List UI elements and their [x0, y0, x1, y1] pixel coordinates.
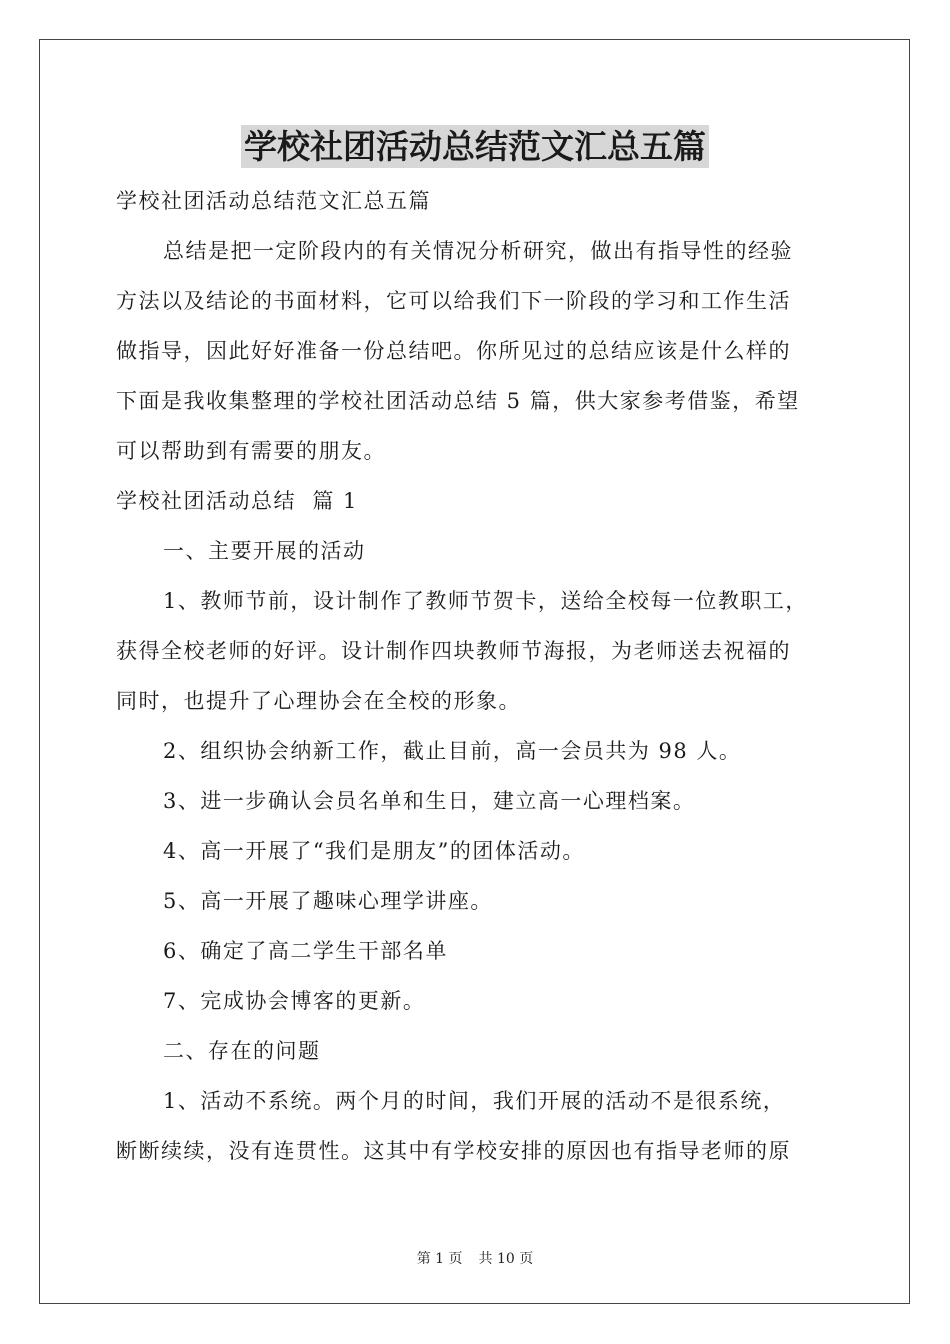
document-title	[0, 122, 950, 172]
document-title-text: 学校社团活动总结范文汇总五篇	[241, 125, 709, 168]
part2-heading: 二、存在的问题	[163, 1039, 321, 1063]
intro-line: 做指导，因此好好准备一份总结吧。你所见过的总结应该是什么样的	[116, 339, 791, 363]
intro-line: 可以帮助到有需要的朋友。	[116, 439, 386, 463]
page-total: 共 10 页	[478, 1251, 534, 1267]
document-body	[116, 176, 836, 1176]
intro-line: 下面是我收集整理的学校社团活动总结 5 篇，供大家参考借鉴，希望	[116, 389, 800, 413]
problem1-line: 断断续续，没有连贯性。这其中有学校安排的原因也有指导老师的原	[116, 1139, 791, 1163]
item1-line: 获得全校老师的好评。设计制作四块教师节海报，为老师送去祝福的	[116, 639, 791, 663]
list-item: 4、高一开展了“我们是朋友”的团体活动。	[163, 839, 585, 863]
list-item: 7、完成协会博客的更新。	[163, 989, 426, 1013]
page-number: 第 1 页	[416, 1251, 463, 1267]
list-item: 6、确定了高二学生干部名单	[163, 939, 448, 963]
intro-line: 方法以及结论的书面材料，它可以给我们下一阶段的学习和工作生活	[116, 289, 791, 313]
page-footer	[0, 1248, 950, 1268]
intro-line: 总结是把一定阶段内的有关情况分析研究，做出有指导性的经验	[163, 239, 793, 263]
subtitle: 学校社团活动总结范文汇总五篇	[116, 189, 431, 213]
problem1-line: 1、活动不系统。两个月的时间，我们开展的活动不是很系统，	[163, 1089, 786, 1113]
list-item: 3、进一步确认会员名单和生日，建立高一心理档案。	[163, 789, 696, 813]
section-heading: 学校社团活动总结 篇 1	[116, 489, 358, 513]
part1-heading: 一、主要开展的活动	[163, 539, 366, 563]
list-item: 2、组织协会纳新工作，截止目前，高一会员共为 98 人。	[163, 739, 742, 763]
list-item: 5、高一开展了趣味心理学讲座。	[163, 889, 493, 913]
item1-line: 同时，也提升了心理协会在全校的形象。	[116, 689, 521, 713]
item1-line: 1、教师节前，设计制作了教师节贺卡，送给全校每一位教职工，	[163, 589, 808, 613]
